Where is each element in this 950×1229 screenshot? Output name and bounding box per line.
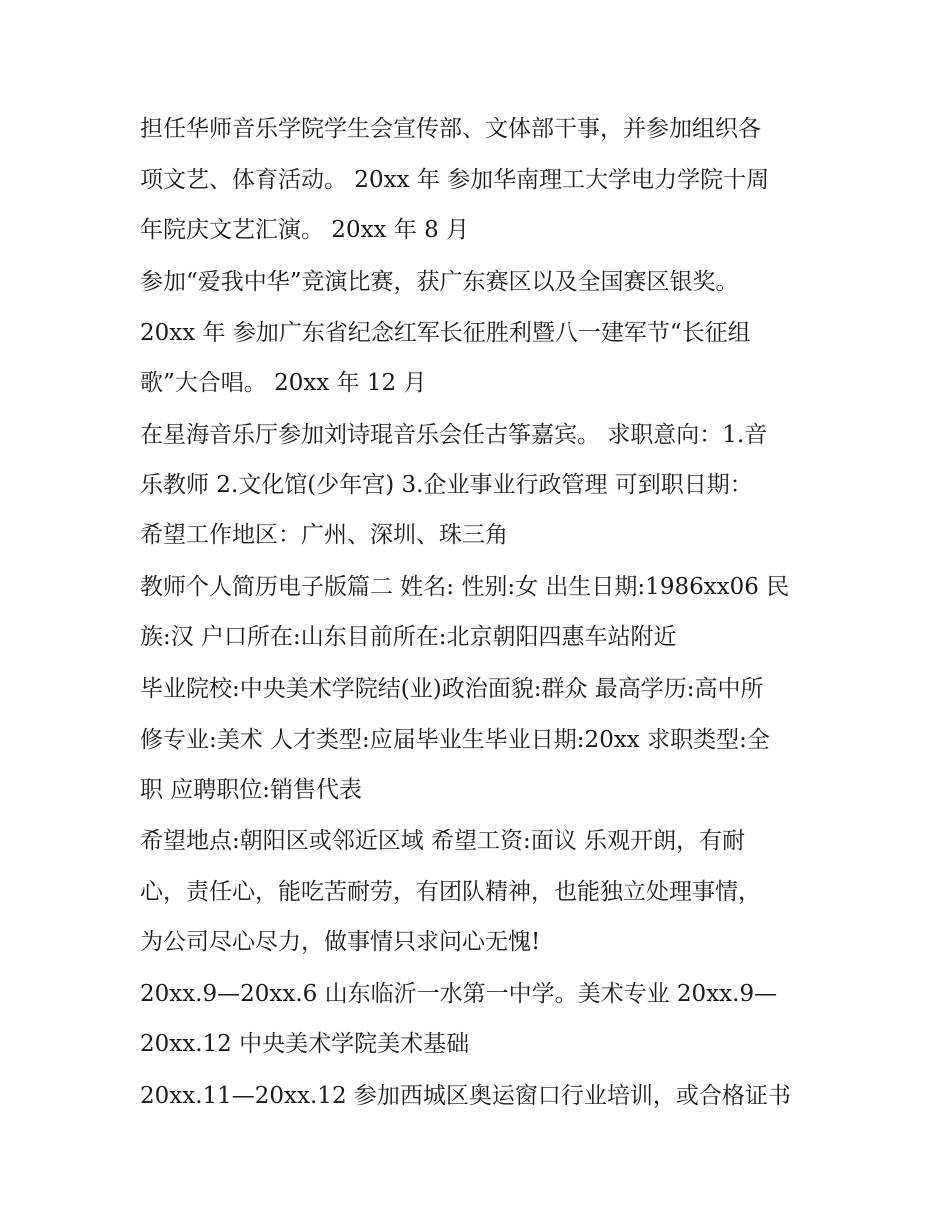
text-line: 担任华师音乐学院学生会宣传部、文体部干事，并参加组织各 xyxy=(140,116,761,142)
text-line: 族:汉 户口所在:山东目前所在:北京朝阳四惠车站附近 xyxy=(140,624,677,650)
text-line: 在星海音乐厅参加刘诗琨音乐会任古筝嘉宾。 求职意向：1.音 xyxy=(140,422,768,448)
text-line: 歌”大合唱。 20xx 年 12 月 xyxy=(140,370,427,396)
text-line: 教师个人简历电子版篇二 姓名: 性别:女 出生日期:1986xx06 民 xyxy=(140,574,790,600)
text-line: 希望地点:朝阳区或邻近区域 希望工资:面议 乐观开朗，有耐 xyxy=(140,828,746,854)
text-line: 20xx.12 中央美术学院美术基础 xyxy=(140,1031,470,1057)
text-line: 20xx 年 参加广东省纪念红军长征胜利暨八一建军节“长征组 xyxy=(140,320,751,346)
text-line: 参加“爱我中华”竞演比赛，获广东赛区以及全国赛区银奖。 xyxy=(140,269,739,295)
text-line: 为公司尽心尽力，做事情只求问心无愧! xyxy=(140,929,541,955)
text-line: 20xx.11—20xx.12 参加西城区奥运窗口行业培训，或合格证书 xyxy=(140,1083,791,1109)
text-line: 项文艺、体育活动。 20xx 年 参加华南理工大学电力学院十周 xyxy=(140,167,770,193)
text-line: 职 应聘职位:销售代表 xyxy=(140,777,363,803)
text-line: 乐教师 2.文化馆(少年宫) 3.企业事业行政管理 可到职日期： xyxy=(140,472,753,498)
text-line: 毕业院校:中央美术学院结(业)政治面貌:群众 最高学历:高中所 xyxy=(140,676,764,702)
text-line: 修专业:美术 人才类型:应届毕业生毕业日期:20xx 求职类型:全 xyxy=(140,727,770,753)
text-line: 20xx.9—20xx.6 山东临沂一水第一中学。美术专业 20xx.9— xyxy=(140,981,778,1007)
text-line: 年院庆文艺汇演。 20xx 年 8 月 xyxy=(140,217,470,243)
text-line: 希望工作地区：广州、深圳、珠三角 xyxy=(140,522,508,548)
text-line: 心，责任心，能吃苦耐劳，有团队精神，也能独立处理事情， xyxy=(140,879,761,905)
